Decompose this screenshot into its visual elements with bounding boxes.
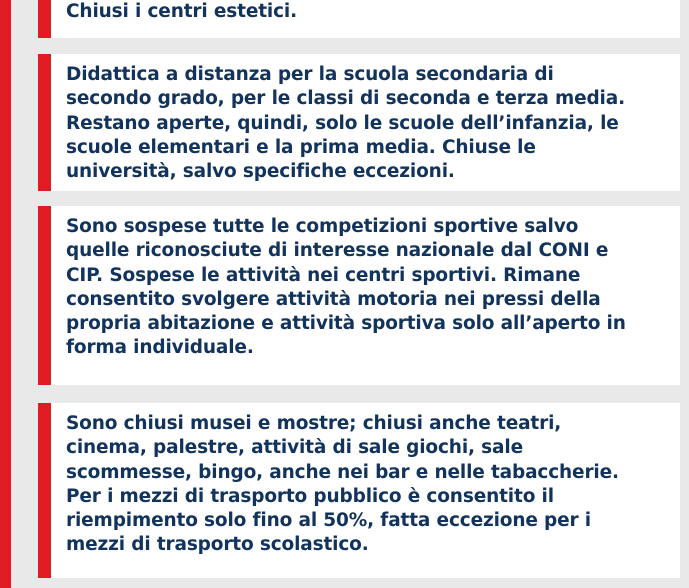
measure-card-sports xyxy=(38,206,680,385)
red-page-edge xyxy=(0,0,11,588)
measure-text: Sono sospese tutte le competizioni sportive salvo quelle riconosciute di interesse nazionale dal CONI e CIP. Sospese le attività nei centri sportivi. Rimane consentito svolgere attività motoria nei pressi della propria abitazione e attività sportiva solo all’aperto in forma individuale. xyxy=(66,216,626,359)
measure-text: Chiusi i centri estetici. xyxy=(66,1,297,22)
measures-list xyxy=(38,0,680,588)
card-accent-bar xyxy=(38,0,51,38)
measure-card-schools xyxy=(38,54,680,191)
card-accent-bar xyxy=(38,206,51,385)
measure-card-beauty-centers xyxy=(38,0,680,38)
measure-text: Didattica a distanza per la scuola secondaria di secondo grado, per le classi di seconda e terza media. Restano aperte, quindi, solo le scuole dell’infanzia, le scuole elementari e la prima media. Chiuse le università, salvo specifiche eccezioni. xyxy=(66,64,625,183)
card-accent-bar xyxy=(38,403,51,578)
measure-text: Sono chiusi musei e mostre; chiusi anche teatri, cinema, palestre, attività di sale giochi, sale scommesse, bingo, anche nei bar e nelle tabaccherie. Per i mezzi di trasporto pubblico è consentito il riempimento solo fino al 50%, fatta eccezione per i mezzi di trasporto scolastico. xyxy=(66,413,619,556)
measure-card-culture-transport xyxy=(38,403,680,578)
card-accent-bar xyxy=(38,54,51,191)
